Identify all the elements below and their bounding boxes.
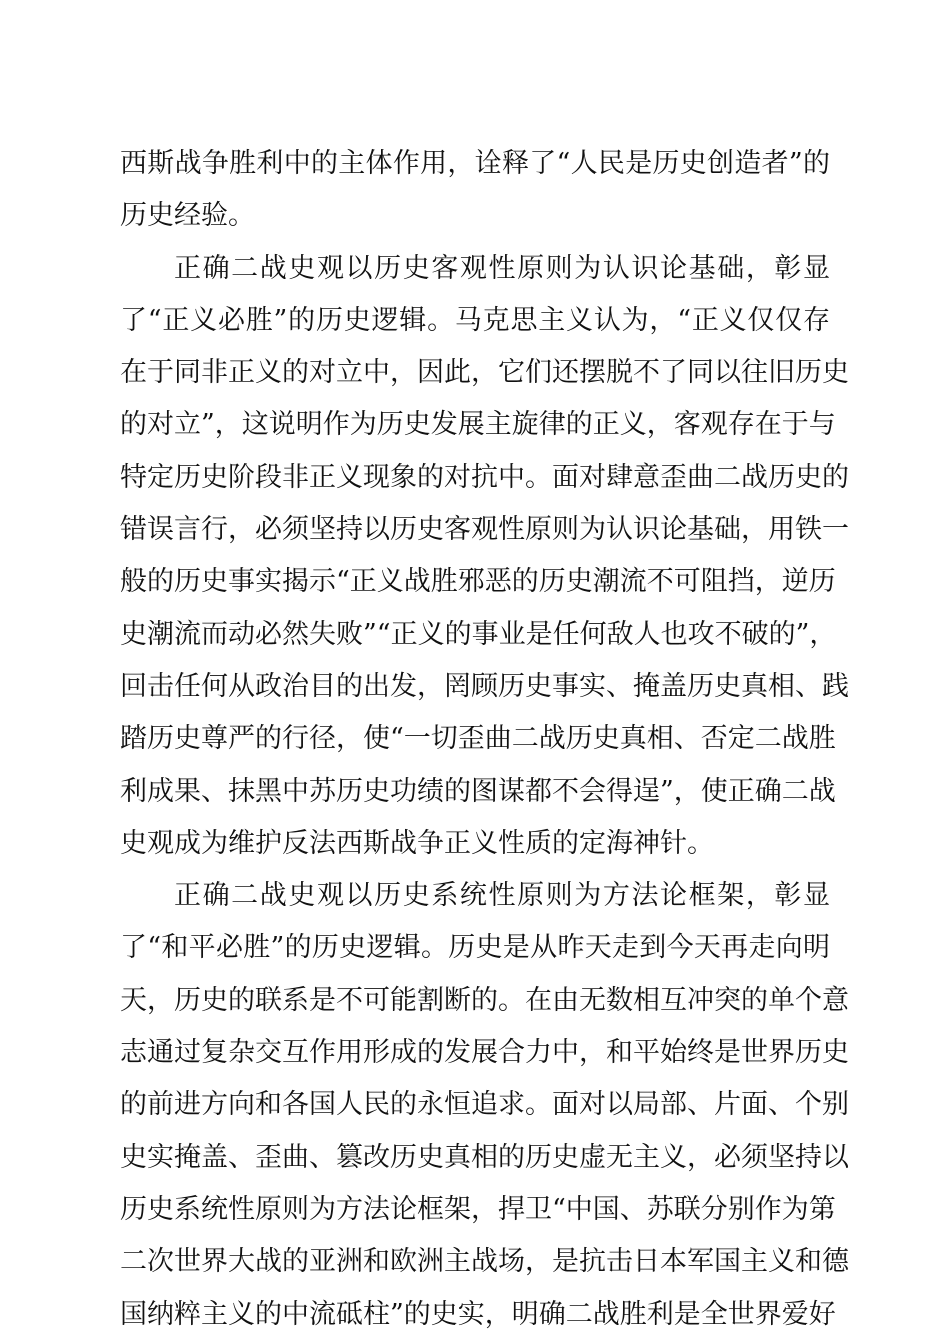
text-line: 志通过复杂交互作用形成的发展合力中，和平始终是世界历史 <box>120 1037 849 1069</box>
text-line: 西斯战争胜利中的主体作用，诠释了“人民是历史创造者”的 <box>120 148 830 179</box>
text-line: 错误言行，必须坚持以历史客观性原则为认识论基础，用铁一 <box>120 514 849 546</box>
text-line: 史潮流而动必然失败”“正义的事业是任何敌人也攻不破的”， <box>120 618 837 650</box>
text-line: 历史系统性原则为方法论框架，捍卫“中国、苏联分别作为第 <box>120 1193 836 1225</box>
text-line: 利成果、抹黑中苏历史功绩的图谋都不会得逞”，使正确二战 <box>120 775 836 807</box>
text-line: 国纳粹主义的中流砥柱”的史实，明确二战胜利是全世界爱好 <box>120 1298 836 1330</box>
text-line: 了“正义必胜”的历史逻辑。马克思主义认为，“正义仅仅存 <box>120 304 830 336</box>
text-line: 历史经验。 <box>120 200 255 232</box>
text-line: 天，历史的联系是不可能割断的。在由无数相互冲突的单个意 <box>120 984 849 1016</box>
text-line: 史实掩盖、歪曲、篡改历史真相的历史虚无主义，必须坚持以 <box>120 1141 849 1173</box>
text-line: 踏历史尊严的行径，使“一切歪曲二战历史真相、否定二战胜 <box>120 723 836 755</box>
text-line: 了“和平必胜”的历史逻辑。历史是从昨天走到今天再走向明 <box>120 932 830 964</box>
text-line: 般的历史事实揭示“正义战胜邪恶的历史潮流不可阻挡，逆历 <box>120 566 836 598</box>
body-text <box>120 138 849 1341</box>
paragraph-start-line: 正确二战史观以历史客观性原则为认识论基础，彰显 <box>174 252 830 284</box>
text-line: 史观成为维护反法西斯战争正义性质的定海神针。 <box>120 827 714 859</box>
text-line: 特定历史阶段非正义现象的对抗中。面对肆意歪曲二战历史的 <box>120 461 849 493</box>
text-line: 在于同非正义的对立中，因此，它们还摆脱不了同以往旧历史 <box>120 357 849 389</box>
paragraph-start-line: 正确二战史观以历史系统性原则为方法论框架，彰显 <box>174 880 830 912</box>
text-line: 的前进方向和各国人民的永恒追求。面对以局部、片面、个别 <box>120 1089 849 1121</box>
text-line: 的对立”，这说明作为历史发展主旋律的正义，客观存在于与 <box>120 409 836 441</box>
text-line: 回击任何从政治目的出发，罔顾历史事实、掩盖历史真相、践 <box>120 670 849 702</box>
text-line: 二次世界大战的亚洲和欧洲主战场，是抗击日本军国主义和德 <box>120 1246 849 1278</box>
